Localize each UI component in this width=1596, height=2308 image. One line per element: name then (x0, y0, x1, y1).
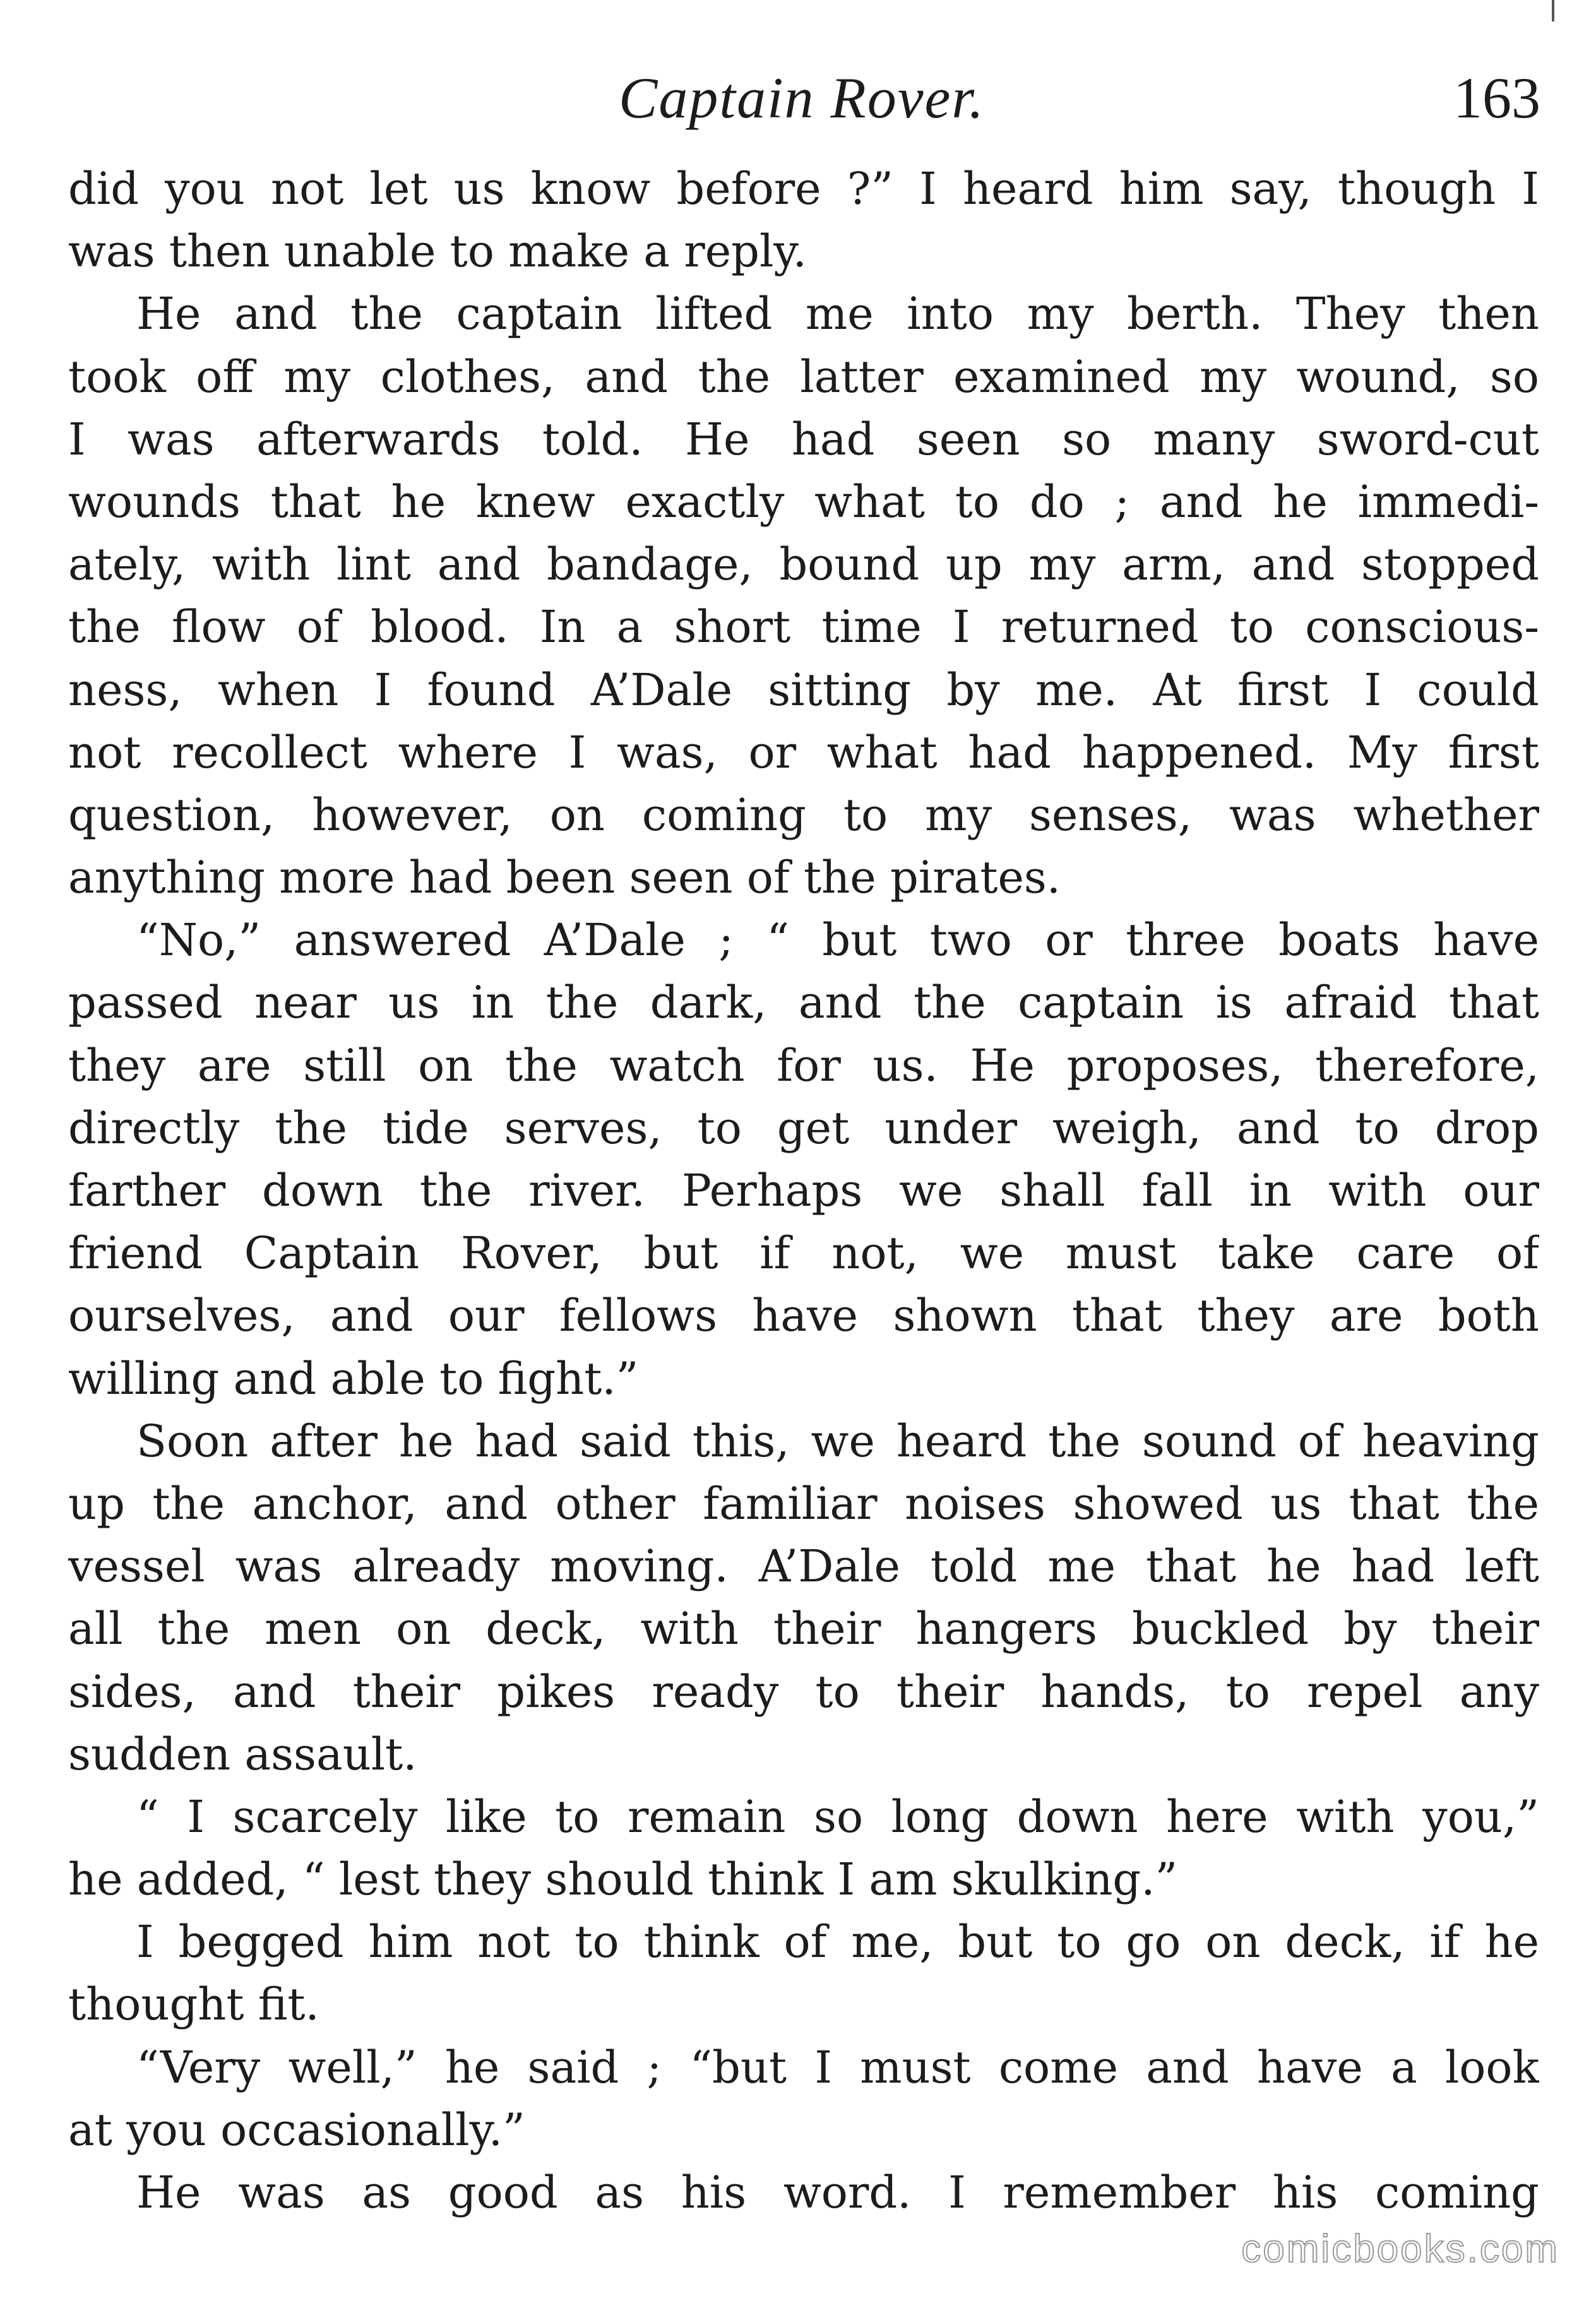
text-line: “Very well,” he said ; “but I must come and have a look (136, 2041, 1539, 2093)
text-line: directly the tide serves, to get under weigh, and to drop (68, 1102, 1539, 1154)
text-line: was then unable to make a reply. (68, 225, 807, 278)
text-line: they are still on the watch for us. He proposes, therefore, (68, 1039, 1539, 1092)
text-line: sudden assault. (68, 1728, 417, 1780)
text-line: up the anchor, and other familiar noises showed us that the (68, 1477, 1539, 1530)
text-line: not recollect where I was, or what had happened. My first (68, 726, 1539, 778)
watermark: comicbooks.com (1241, 2227, 1559, 2271)
text-line: Soon after he had said this, we heard the sound of heaving (136, 1415, 1539, 1467)
text-line: ourselves, and our fellows have shown that they are both (68, 1290, 1539, 1342)
text-line: anything more had been seen of the pirates. (68, 852, 1061, 904)
text-line: did you not let us know before ?” I heard him say, though I (68, 163, 1539, 215)
text-line: farther down the river. Perhaps we shall fall in with our (68, 1165, 1539, 1216)
text-line: vessel was already moving. A’Dale told me that he had left (68, 1540, 1539, 1593)
running-title: Captain Rover. (619, 66, 985, 130)
text-line: “No,” answered A’Dale ; “ but two or three boats have (136, 914, 1539, 967)
text-line: ately, with lint and bandage, bound up my arm, and stopped (68, 538, 1539, 591)
text-line: question, however, on coming to my senses, was whether (68, 788, 1539, 841)
text-line: I begged him not to think of me, but to go on deck, if he (136, 1916, 1539, 1968)
text-line: He and the captain lifted me into my berth. They then (136, 288, 1539, 340)
text-line: I was afterwards told. He had seen so many sword-cut (68, 413, 1539, 465)
page-number: 163 (1453, 66, 1540, 130)
text-line: willing and able to fight.” (68, 1352, 639, 1405)
text-line: He was as good as his word. I remember his coming (136, 2167, 1539, 2218)
text-line: sides, and their pikes ready to their hands, to repel any (68, 1665, 1539, 1718)
page-header (63, 57, 1540, 139)
text-line: thought fit. (68, 1978, 319, 2031)
text-line: all the men on deck, with their hangers buckled by their (68, 1603, 1539, 1655)
text-line: wounds that he knew exactly what to do ; and he immedi- (68, 475, 1539, 528)
text-line: took off my clothes, and the latter examined my wound, so (68, 350, 1539, 403)
text-line: at you occasionally.” (68, 2103, 525, 2156)
text-line: ness, when I found A’Dale sitting by me. At first I could (68, 663, 1539, 716)
text-line: he added, “ lest they should think I am skulking.” (68, 1853, 1178, 1906)
text-line: friend Captain Rover, but if not, we must take care of (68, 1227, 1539, 1280)
body-text (68, 158, 1539, 2224)
crop-mark (1552, 0, 1554, 21)
text-line: “ I scarcely like to remain so long down here with you,” (136, 1790, 1539, 1843)
text-line: passed near us in the dark, and the captain is afraid that (68, 977, 1539, 1029)
text-line: the flow of blood. In a short time I returned to conscious- (68, 601, 1539, 653)
